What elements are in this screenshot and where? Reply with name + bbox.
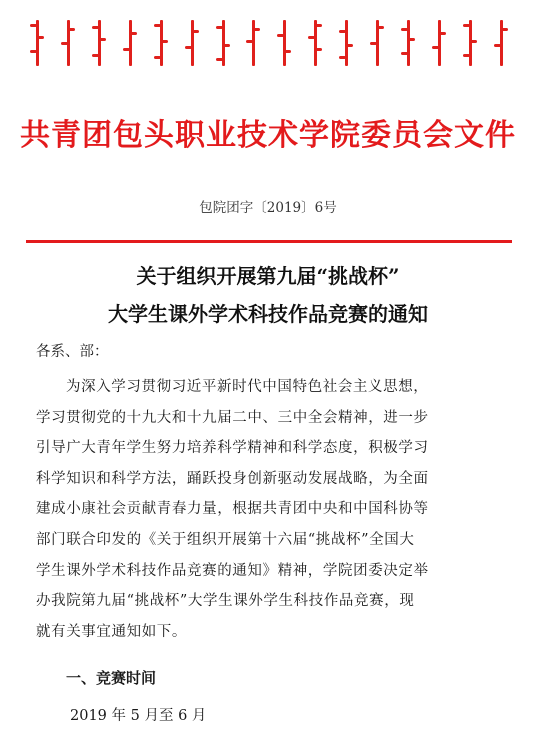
mongolian-word-glyph [61, 18, 75, 68]
mongolian-glyph-stroke [408, 38, 415, 41]
mongolian-word-glyph [246, 18, 260, 68]
mongolian-word-glyph [154, 18, 168, 68]
mongolian-glyph-stem [469, 20, 472, 66]
mongolian-glyph-stem [407, 20, 410, 66]
red-divider-line [26, 240, 512, 243]
mongolian-glyph-stroke [30, 50, 37, 53]
notice-title-line-2: 大学生课外学术科技作品竞赛的通知 [108, 302, 428, 326]
mongolian-glyph-stroke [401, 28, 408, 31]
mongolian-glyph-stroke [377, 26, 384, 29]
body-line: 建成小康社会贡献青春力量，根据共青团中央和中国科协等 [36, 501, 429, 518]
mongolian-glyph-stroke [308, 36, 315, 39]
mongolian-word-glyph [92, 18, 106, 68]
section-text-competition-dates: 2019 年 5 月至 6 月 [70, 708, 207, 724]
mongolian-glyph-stroke [216, 26, 223, 29]
mongolian-word-glyph [308, 18, 322, 68]
mongolian-glyph-stroke [277, 34, 284, 37]
mongolian-glyph-stroke [315, 24, 322, 27]
mongolian-glyph-stroke [92, 54, 99, 57]
body-line: 为深入学习贯彻习近平新时代中国特色社会主义思想， [66, 379, 429, 395]
body-line: 部门联合印发的《关于组织开展第十六届“挑战杯”全国大 [36, 531, 415, 548]
body-line: 学生课外学术科技作品竞赛的通知》精神，学院团委决定举 [36, 562, 429, 579]
body-line: 科学知识和科学方法，踊跃投身创新驱动发展战略，为全面 [36, 470, 429, 487]
mongolian-glyph-stroke [185, 46, 192, 49]
mongolian-word-glyph [401, 18, 415, 68]
issuer-title: 共青团包头职业技术学院委员会文件 [20, 118, 516, 153]
mongolian-glyph-stroke [463, 54, 470, 57]
mongolian-glyph-stroke [432, 46, 439, 49]
mongolian-glyph-stroke [370, 42, 377, 45]
mongolian-word-glyph [463, 18, 477, 68]
mongolian-glyph-stroke [470, 40, 477, 43]
mongolian-glyph-stem [345, 20, 348, 66]
mongolian-glyph-stem [438, 20, 441, 66]
mongolian-glyph-stroke [154, 56, 161, 59]
addressee: 各系、部： [36, 344, 109, 360]
document-number: 包院团字〔2019〕6号 [199, 200, 337, 216]
mongolian-glyph-stroke [161, 40, 168, 43]
mongolian-glyph-stroke [30, 24, 37, 27]
mongolian-word-glyph [277, 18, 291, 68]
mongolian-word-glyph [216, 18, 230, 68]
mongolian-glyph-stem [191, 20, 194, 66]
mongolian-glyph-stroke [339, 30, 346, 33]
mongolian-glyph-stroke [123, 48, 130, 51]
mongolian-word-glyph [123, 18, 137, 68]
mongolian-glyph-stroke [130, 32, 137, 35]
mongolian-word-glyph [185, 18, 199, 68]
mongolian-glyph-stroke [192, 30, 199, 33]
mongolian-word-glyph [339, 18, 353, 68]
mongolian-glyph-stroke [439, 32, 446, 35]
mongolian-word-glyph [494, 18, 508, 68]
mongolian-glyph-stem [129, 20, 132, 66]
body-line: 学习贯彻党的十九大和十九届二中、三中全会精神，进一步 [36, 409, 429, 426]
mongolian-glyph-stroke [99, 38, 106, 41]
mongolian-glyph-stroke [223, 44, 230, 47]
mongolian-glyph-stem [160, 20, 163, 66]
mongolian-glyph-stroke [494, 44, 501, 47]
mongolian-glyph-stroke [339, 56, 346, 59]
mongolian-glyph-stroke [315, 48, 322, 51]
mongolian-glyph-stroke [61, 42, 68, 45]
mongolian-glyph-stroke [253, 28, 260, 31]
mongolian-glyph-stroke [37, 36, 44, 39]
mongolian-glyph-stem [283, 20, 286, 66]
mongolian-word-glyph [370, 18, 384, 68]
mongolian-glyph-stroke [154, 24, 161, 27]
body-line: 就有关事宜通知如下。 [36, 623, 187, 640]
mongolian-glyph-stem [252, 20, 255, 66]
mongolian-glyph-stroke [284, 50, 291, 53]
mongolian-glyph-stroke [68, 28, 75, 31]
section-heading-competition-time: 一、竞赛时间 [66, 669, 157, 687]
mongolian-glyph-stroke [401, 52, 408, 55]
body-line: 引导广大青年学生努力培养科学精神和科学态度，积极学习 [36, 440, 429, 457]
mongolian-script-header [30, 18, 508, 76]
body-paragraph [36, 372, 506, 647]
mongolian-word-glyph [432, 18, 446, 68]
mongolian-glyph-stroke [463, 24, 470, 27]
mongolian-glyph-stem [500, 20, 503, 66]
mongolian-glyph-stem [36, 20, 39, 66]
notice-title-line-1: 关于组织开展第九届“挑战杯” [136, 264, 400, 288]
mongolian-glyph-stroke [216, 58, 223, 61]
mongolian-glyph-stroke [346, 44, 353, 47]
mongolian-glyph-stroke [246, 40, 253, 43]
mongolian-glyph-stroke [92, 26, 99, 29]
body-line: 办我院第九届“挑战杯”大学生课外学生科技作品竞赛，现 [36, 593, 415, 610]
mongolian-word-glyph [30, 18, 44, 68]
mongolian-glyph-stroke [501, 28, 508, 31]
